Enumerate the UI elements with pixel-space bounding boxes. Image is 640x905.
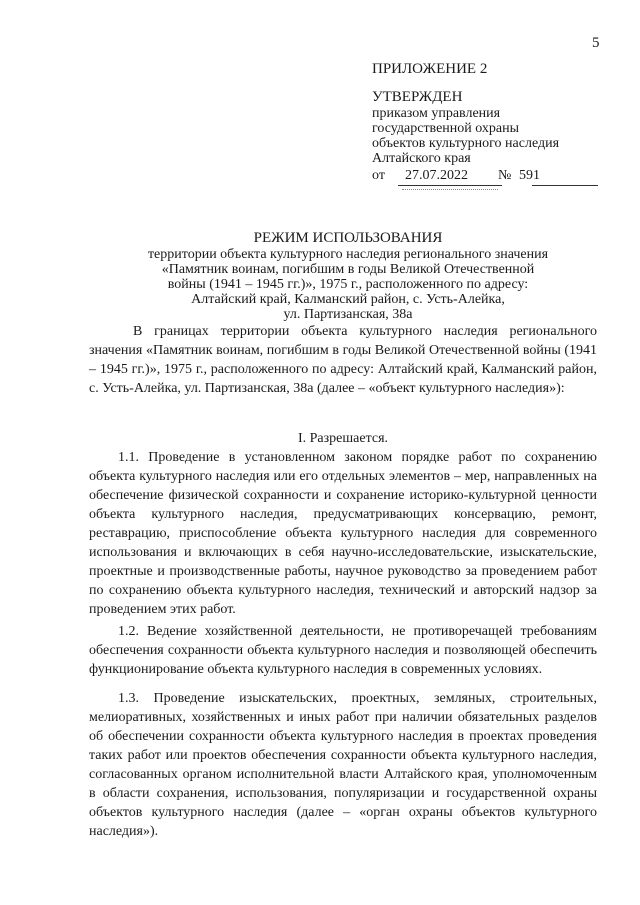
annex-label: ПРИЛОЖЕНИЕ 2 [372, 61, 488, 77]
intro-paragraph: В границах территории объекта культурного наследия регионального значения «Памятник воинам, погибшим в годы Великой Отечественной войны (1941 – 1945 гг.)», 1975 г., расположенного по адресу: Алтайский край, Калманский район, с. Усть-Алейка, ул. Партизанская, 38а (далее – «объект культурного наследия»): [89, 324, 597, 396]
clause-paragraph: 1.1. Проведение в установленном законом порядке работ по сохранению объекта культурного наследия или его отдельных элементов – мер, направленных на обеспечение физической сохранности и сохранение историко-культурной ценности объекта культурного наследия, предусматривающих консервацию, ремонт, реставрацию, приспособление объекта культурного наследия для современного использования и включающих в себя научно-исследовательские, изыскательские, проектные и производственные работы, научное руководство за проведением работ по сохранению объекта культурного наследия, технический и авторский надзор за проведением этих работ. [89, 450, 597, 617]
clause-paragraph: 1.2. Ведение хозяйственной деятельности, не противоречащей требованиям обеспечения сохранности объекта культурного наследия и позволяющей обеспечить функционирование объекта культурного наследия в современных условиях. [89, 624, 597, 677]
title-line: ул. Партизанская, 38а [283, 307, 413, 322]
title-line: «Памятник воинам, погибшим в годы Великой Отечественной [161, 262, 535, 277]
order-date-number [372, 168, 612, 188]
order-date: 27.07.2022 [405, 168, 468, 183]
date-prefix: от [372, 168, 385, 183]
title-heading: РЕЖИМ ИСПОЛЬЗОВАНИЯ [253, 230, 443, 246]
title-line: войны (1941 – 1945 гг.)», 1975 г., расположенного по адресу: [167, 277, 529, 292]
approval-line: объектов культурного наследия [372, 136, 560, 151]
document-title [96, 229, 600, 322]
page-number: 5 [592, 35, 600, 51]
number-prefix: № [498, 168, 512, 183]
approval-line: Алтайского края [372, 151, 471, 166]
section-heading: I. Разрешается. [297, 431, 389, 446]
date-underline [398, 185, 502, 186]
clause-paragraph: 1.3. Проведение изыскательских, проектных, земляных, строительных, мелиоративных, хозяйственных и иных работ при наличии обязательных разделов об обеспечении сохранности объекта культурного наследия в проектах проведения таких работ или проектов обеспечения сохранности объекта культурного наследия, согласованных органом исполнительной власти Алтайского края, уполномоченным в области сохранения, использования, популяризации и государственной охраны объектов культурного наследия (далее – «орган охраны объектов культурного наследия»). [89, 691, 597, 839]
approval-line: приказом управления [372, 106, 501, 121]
title-line: территории объекта культурного наследия регионального значения [147, 247, 549, 262]
date-dotted-line [402, 189, 498, 190]
approval-stamp [372, 60, 612, 188]
title-line: Алтайский край, Калманский район, с. Усть-Алейка, [191, 292, 505, 307]
number-underline [532, 185, 598, 186]
order-number: 591 [519, 168, 540, 183]
approval-line: государственной охраны [372, 121, 520, 136]
approved-label: УТВЕРЖДЕН [372, 89, 463, 105]
